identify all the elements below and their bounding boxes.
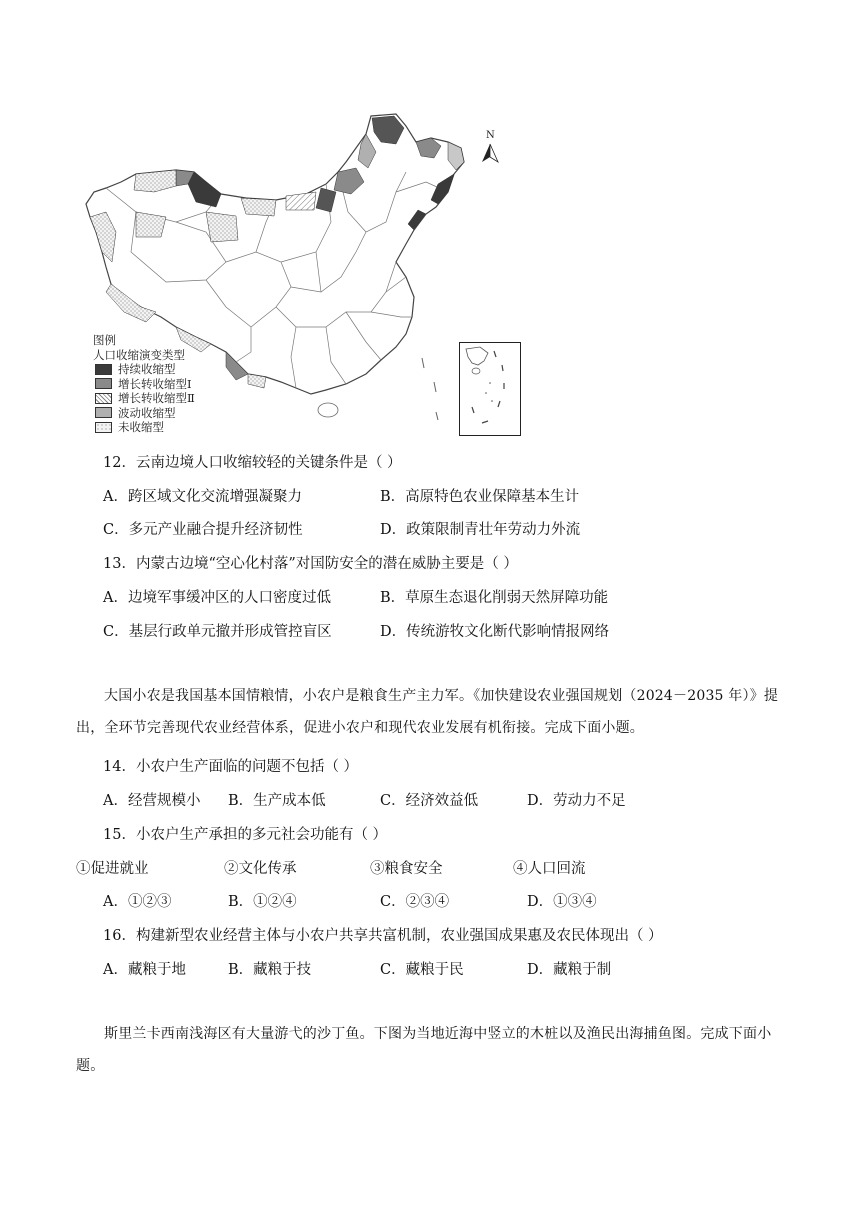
passage-smallholder: 大国小农是我国基本国情粮情，小农户是粮食生产主力军。《加快建设农业强国规划（2024－2035 年）》提出，全环节完善现代农业经营体系，促进小农户和现代农业发展有机衔接。完成下面小题。 [76,688,779,736]
sea-lines [422,358,438,420]
q14-option-b: B．生产成本低 [228,793,326,809]
q13-option-c: C．基层行政单元撤并形成管控盲区 [103,624,332,640]
north-arrow-icon [482,144,498,162]
legend-swatch [95,407,112,418]
legend-swatch [95,364,112,375]
q15-option-d: D．①③④ [527,894,597,910]
question-14: 14．小农户生产面临的问题不包括（ ） [103,759,359,775]
q15-item-3: ③粮食安全 [370,861,443,877]
legend-item [93,391,195,406]
legend-label: 波动收缩型 [118,405,176,420]
question-13: 13．内蒙古边境“空心化村落”对国防安全的潜在威胁主要是（ ） [103,556,518,572]
legend-label: 增长转收缩型Ⅰ [118,376,192,391]
q14-option-d: D．劳动力不足 [527,793,626,809]
q15-option-a: A．①②③ [103,894,172,910]
q15-option-b: B．①②④ [228,894,297,910]
q16-option-b: B．藏粮于技 [228,962,312,978]
legend-subtitle: 人口收缩演变类型 [93,347,185,362]
question-15: 15．小农户生产承担的多元社会功能有（ ） [103,827,388,843]
legend-swatch [95,422,112,433]
legend-item [93,377,195,392]
q13-option-b: B．草原生态退化削弱天然屏障功能 [380,590,609,606]
q15-option-c: C．②③④ [380,894,450,910]
map-legend [93,333,195,435]
q14-option-a: A．经营规模小 [103,793,201,809]
q12-option-a: A．跨区域文化交流增强凝聚力 [103,489,302,505]
question-16: 16．构建新型农业经营主体与小农户共享共富机制，农业强国成果惠及农民体现出（ ） [103,928,663,944]
legend-label: 持续收缩型 [118,362,176,376]
q16-option-a: A．藏粮于地 [103,962,186,978]
legend-item [93,406,195,421]
q15-item-2: ②文化传承 [224,861,297,877]
north-label: N [486,130,495,141]
legend-item [93,420,195,435]
q14-option-c: C．经济效益低 [380,793,479,809]
q13-option-a: A．边境军事缓冲区的人口密度过低 [103,590,331,606]
hainan-island [318,403,338,417]
q15-item-1: ①促进就业 [76,861,149,877]
legend-label: 增长转收缩型Ⅱ [118,391,195,405]
q16-option-c: C．藏粮于民 [380,962,464,978]
question-12: 12．云南边境人口收缩较轻的关键条件是（ ） [103,455,402,471]
legend-title: 图例 [93,333,116,347]
q12-option-c: C．多元产业融合提升经济韧性 [103,522,303,538]
legend-swatch [95,378,112,389]
q12-option-b: B．高原特色农业保障基本生计 [380,489,580,505]
q13-option-d: D．传统游牧文化断代影响情报网络 [380,624,610,640]
q12-option-d: D．政策限制青壮年劳动力外流 [380,522,581,538]
q16-option-d: D．藏粮于制 [527,962,612,978]
passage-sri-lanka: 斯里兰卡西南浅海区有大量游弋的沙丁鱼。下图为当地近海中竖立的木桩以及渔民出海捕鱼图。完成下面小题。 [76,1026,772,1074]
legend-item [93,362,195,377]
legend-label: 未收缩型 [118,420,164,434]
legend-swatch [95,393,112,404]
inset-map [459,342,521,436]
q15-item-4: ④人口回流 [513,861,586,877]
